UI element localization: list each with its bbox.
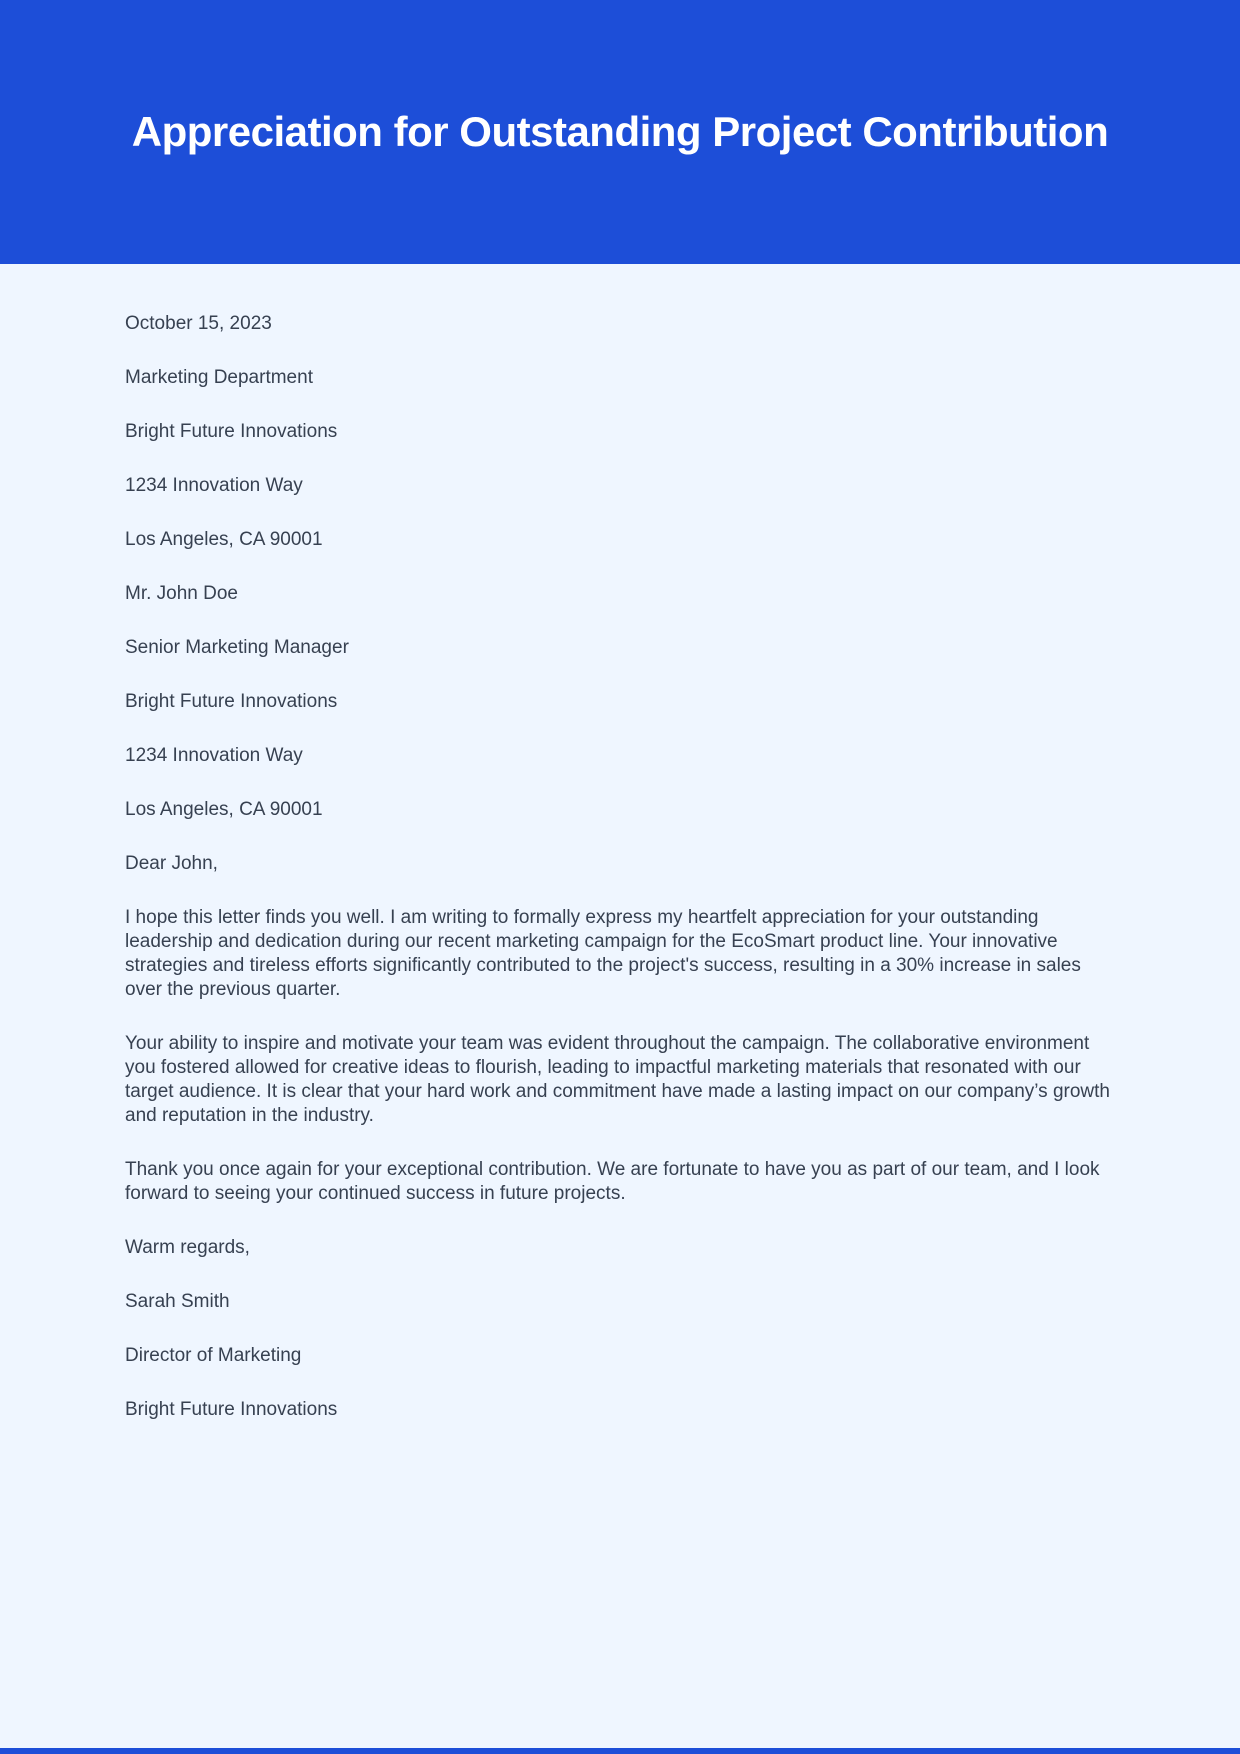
address-line: Bright Future Innovations: [125, 421, 338, 442]
footer-accent-bar: [0, 1748, 1240, 1754]
letter-body: [0, 264, 1240, 1422]
letter-header: [0, 0, 1240, 264]
page-title: Appreciation for Outstanding Project Contribution: [131, 108, 1109, 155]
address-line: 1234 Innovation Way: [125, 475, 303, 496]
address-line: Los Angeles, CA 90001: [125, 799, 323, 820]
address-line: Mr. John Doe: [125, 583, 238, 604]
letter-date: October 15, 2023: [125, 313, 272, 334]
signature-line: Sarah Smith: [125, 1291, 230, 1312]
signature-line: Bright Future Innovations: [125, 1399, 338, 1420]
address-line: Los Angeles, CA 90001: [125, 529, 323, 550]
signature-line: Director of Marketing: [125, 1345, 302, 1366]
closing: Warm regards,: [125, 1237, 250, 1258]
salutation: Dear John,: [125, 853, 218, 874]
address-line: Senior Marketing Manager: [125, 637, 349, 658]
body-paragraph: Thank you once again for your exceptional contribution. We are fortunate to have you as part of our team, and I look forward to seeing your continued success in future projects.: [125, 1159, 1100, 1204]
body-paragraph: Your ability to inspire and motivate your team was evident throughout the campaign. The collaborative environment you fostered allowed for creative ideas to flourish, leading to impactful marketing materials that resonated with our target audience. It is clear that your hard work and commitment have made a lasting impact on our company’s growth and reputation in the industry.: [125, 1033, 1110, 1126]
address-line: Bright Future Innovations: [125, 691, 338, 712]
body-paragraph: I hope this letter finds you well. I am writing to formally express my heartfelt appreciation for your outstanding leadership and dedication during our recent marketing campaign for the EcoSmart product line. Your innovative strategies and tireless efforts significantly contributed to the project's success, resulting in a 30% increase in sales over the previous quarter.: [125, 907, 1081, 1000]
address-line: 1234 Innovation Way: [125, 745, 303, 766]
address-line: Marketing Department: [125, 367, 313, 388]
